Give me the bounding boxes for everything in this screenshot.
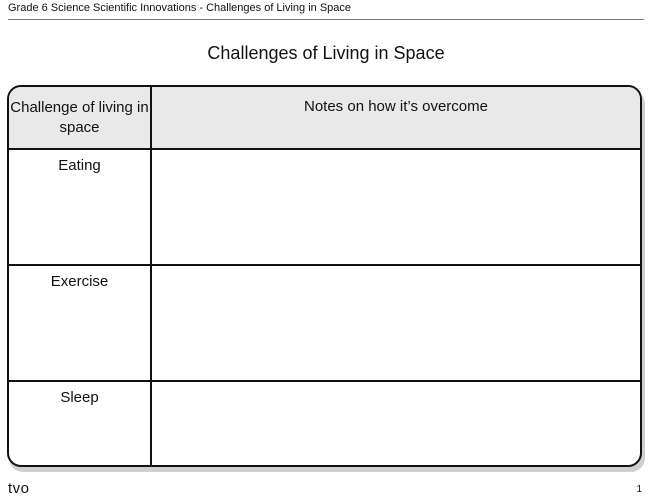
tvo-logo: tvo	[8, 480, 30, 497]
column-header-challenge: Challenge of living in space	[9, 87, 151, 149]
challenges-table	[7, 85, 642, 467]
table-header-row	[9, 87, 640, 149]
challenge-cell-eating: Eating	[9, 149, 151, 265]
challenge-cell-exercise: Exercise	[9, 265, 151, 381]
notes-cell-sleep[interactable]	[151, 381, 640, 467]
notes-cell-exercise[interactable]	[151, 265, 640, 381]
table-row	[9, 265, 640, 381]
table-row	[9, 149, 640, 265]
table-row	[9, 381, 640, 467]
page-number: 1	[636, 484, 642, 495]
document-header: Grade 6 Science Scientific Innovations - Challenges of Living in Space	[8, 2, 352, 14]
page-title: Challenges of Living in Space	[207, 43, 445, 63]
header-divider	[8, 19, 644, 20]
challenge-cell-sleep: Sleep	[9, 381, 151, 467]
column-header-notes: Notes on how it’s overcome	[151, 87, 640, 149]
notes-cell-eating[interactable]	[151, 149, 640, 265]
